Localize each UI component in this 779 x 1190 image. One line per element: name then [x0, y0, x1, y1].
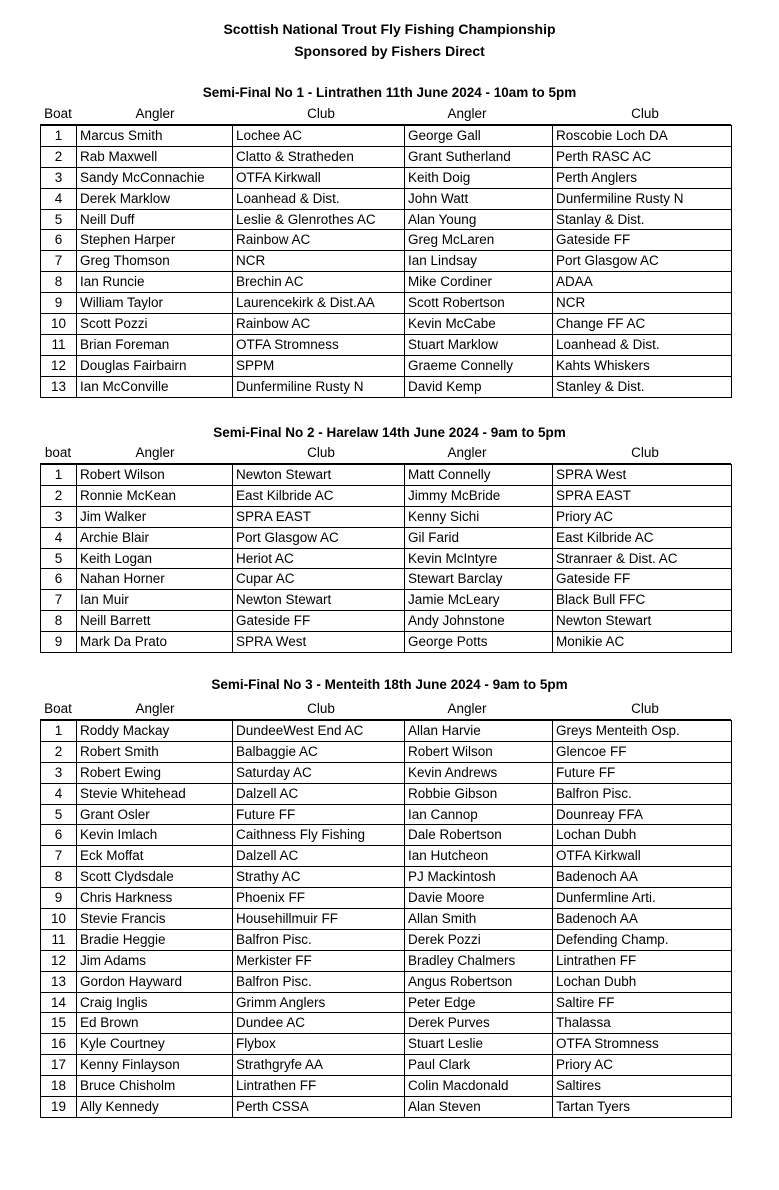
angler-name: Rab Maxwell — [77, 146, 233, 167]
club-name: Kahts Whiskers — [553, 355, 732, 376]
club-name: Glencoe FF — [553, 741, 732, 762]
boat-number: 7 — [41, 846, 77, 867]
angler-name: Craig Inglis — [77, 992, 233, 1013]
boat-table — [40, 125, 732, 398]
boat-number: 2 — [41, 741, 77, 762]
club-name: OTFA Stromness — [553, 1034, 732, 1055]
club-name: Dunfermiline Rusty N — [553, 188, 732, 209]
angler-name: Ian Lindsay — [405, 251, 553, 272]
club-name: OTFA Kirkwall — [233, 167, 405, 188]
angler-name: George Potts — [405, 632, 553, 653]
club-name: East Kilbride AC — [553, 527, 732, 548]
club-name: Thalassa — [553, 1013, 732, 1034]
column-header: Club — [631, 701, 659, 716]
club-name: Greys Menteith Osp. — [553, 721, 732, 742]
club-name: Phoenix FF — [233, 888, 405, 909]
club-name: Strathy AC — [233, 867, 405, 888]
club-name: Flybox — [233, 1034, 405, 1055]
club-name: OTFA Kirkwall — [553, 846, 732, 867]
table-row — [41, 314, 732, 335]
angler-name: Brian Foreman — [77, 334, 233, 355]
club-name: Port Glasgow AC — [553, 251, 732, 272]
boat-number: 4 — [41, 783, 77, 804]
boat-number: 2 — [41, 485, 77, 506]
angler-name: Stevie Francis — [77, 909, 233, 930]
boat-number: 12 — [41, 355, 77, 376]
boat-number: 16 — [41, 1034, 77, 1055]
column-header: Club — [631, 106, 659, 121]
angler-name: David Kemp — [405, 376, 553, 397]
table-row — [41, 293, 732, 314]
club-name: Lintrathen FF — [553, 950, 732, 971]
boat-number: 3 — [41, 762, 77, 783]
club-name: Rainbow AC — [233, 230, 405, 251]
boat-number: 7 — [41, 590, 77, 611]
table-row — [41, 888, 732, 909]
angler-name: Kenny Sichi — [405, 506, 553, 527]
column-header: Club — [631, 445, 659, 460]
boat-number: 5 — [41, 209, 77, 230]
club-name: Stranraer & Dist. AC — [553, 548, 732, 569]
club-name: Gateside FF — [553, 230, 732, 251]
table-row — [41, 741, 732, 762]
club-name: East Kilbride AC — [233, 485, 405, 506]
table-row — [41, 188, 732, 209]
boat-number: 5 — [41, 548, 77, 569]
club-name: SPRA West — [233, 632, 405, 653]
boat-number: 9 — [41, 632, 77, 653]
boat-number: 3 — [41, 506, 77, 527]
club-name: Dunfermline Arti. — [553, 888, 732, 909]
angler-name: Angus Robertson — [405, 971, 553, 992]
angler-name: Kevin McIntyre — [405, 548, 553, 569]
angler-name: Keith Logan — [77, 548, 233, 569]
club-name: Lochan Dubh — [553, 825, 732, 846]
boat-number: 18 — [41, 1076, 77, 1097]
table-row — [41, 126, 732, 147]
table-row — [41, 909, 732, 930]
club-name: SPRA EAST — [553, 485, 732, 506]
club-name: Stanley & Dist. — [553, 376, 732, 397]
angler-name: Stuart Leslie — [405, 1034, 553, 1055]
club-name: Balbaggie AC — [233, 741, 405, 762]
angler-name: Gil Farid — [405, 527, 553, 548]
club-name: Lochee AC — [233, 126, 405, 147]
angler-name: Dale Robertson — [405, 825, 553, 846]
angler-name: Ian Muir — [77, 590, 233, 611]
section-title: Semi-Final No 2 - Harelaw 14th June 2024 - 9am to 5pm — [213, 425, 566, 440]
club-name: Dalzell AC — [233, 846, 405, 867]
table-row — [41, 1013, 732, 1034]
club-name: Newton Stewart — [553, 611, 732, 632]
boat-number: 6 — [41, 230, 77, 251]
boat-number: 1 — [41, 721, 77, 742]
boat-number: 19 — [41, 1097, 77, 1118]
club-name: Gateside FF — [553, 569, 732, 590]
angler-name: Nahan Horner — [77, 569, 233, 590]
club-name: Grimm Anglers — [233, 992, 405, 1013]
angler-name: Stephen Harper — [77, 230, 233, 251]
angler-name: Stevie Whitehead — [77, 783, 233, 804]
club-name: Dunfermiline Rusty N — [233, 376, 405, 397]
boat-number: 8 — [41, 611, 77, 632]
angler-name: Ian Runcie — [77, 272, 233, 293]
angler-name: Archie Blair — [77, 527, 233, 548]
section-title: Semi-Final No 3 - Menteith 18th June 2024 - 9am to 5pm — [211, 677, 568, 692]
club-name: NCR — [233, 251, 405, 272]
club-name: Badenoch AA — [553, 867, 732, 888]
club-name: Cupar AC — [233, 569, 405, 590]
table-row — [41, 230, 732, 251]
club-name: Heriot AC — [233, 548, 405, 569]
boat-number: 3 — [41, 167, 77, 188]
angler-name: Ally Kennedy — [77, 1097, 233, 1118]
table-row — [41, 846, 732, 867]
club-name: NCR — [553, 293, 732, 314]
club-name: Monikie AC — [553, 632, 732, 653]
column-header: Angler — [447, 106, 487, 121]
table-row — [41, 548, 732, 569]
club-name: DundeeWest End AC — [233, 721, 405, 742]
club-name: Laurencekirk & Dist.AA — [233, 293, 405, 314]
angler-name: Jimmy McBride — [405, 485, 553, 506]
boat-number: 17 — [41, 1055, 77, 1076]
club-name: Change FF AC — [553, 314, 732, 335]
column-header: Club — [307, 445, 335, 460]
boat-table — [40, 720, 732, 1118]
column-header: Boat — [44, 701, 72, 716]
boat-number: 6 — [41, 569, 77, 590]
page-title: Scottish National Trout Fly Fishing Championship — [223, 21, 556, 37]
table-row — [41, 355, 732, 376]
boat-number: 9 — [41, 293, 77, 314]
table-row — [41, 1034, 732, 1055]
angler-name: Robert Ewing — [77, 762, 233, 783]
club-name: Stanlay & Dist. — [553, 209, 732, 230]
club-name: Perth CSSA — [233, 1097, 405, 1118]
table-row — [41, 272, 732, 293]
boat-number: 15 — [41, 1013, 77, 1034]
angler-name: Neill Barrett — [77, 611, 233, 632]
table-row — [41, 1055, 732, 1076]
angler-name: Keith Doig — [405, 167, 553, 188]
club-name: SPPM — [233, 355, 405, 376]
angler-name: Derek Pozzi — [405, 929, 553, 950]
table-row — [41, 825, 732, 846]
angler-name: Allan Harvie — [405, 721, 553, 742]
angler-name: Derek Marklow — [77, 188, 233, 209]
angler-name: Greg McLaren — [405, 230, 553, 251]
column-header: boat — [44, 445, 72, 460]
angler-name: Bradie Heggie — [77, 929, 233, 950]
angler-name: Matt Connelly — [405, 465, 553, 486]
club-name: Clatto & Stratheden — [233, 146, 405, 167]
club-name: Balfron Pisc. — [553, 783, 732, 804]
section-title: Semi-Final No 1 - Lintrathen 11th June 2024 - 10am to 5pm — [202, 85, 577, 100]
club-name: Dalzell AC — [233, 783, 405, 804]
table-row — [41, 992, 732, 1013]
table-row — [41, 721, 732, 742]
column-header: Angler — [135, 106, 175, 121]
club-name: SPRA EAST — [233, 506, 405, 527]
table-row — [41, 804, 732, 825]
club-name: ADAA — [553, 272, 732, 293]
angler-name: Ian Cannop — [405, 804, 553, 825]
table-row — [41, 1076, 732, 1097]
club-name: Gateside FF — [233, 611, 405, 632]
angler-name: Grant Sutherland — [405, 146, 553, 167]
boat-number: 11 — [41, 334, 77, 355]
club-name: Perth Anglers — [553, 167, 732, 188]
club-name: Balfron Pisc. — [233, 971, 405, 992]
club-name: Leslie & Glenrothes AC — [233, 209, 405, 230]
club-name: Caithness Fly Fishing — [233, 825, 405, 846]
column-header: Boat — [44, 106, 72, 121]
club-name: Port Glasgow AC — [233, 527, 405, 548]
boat-table — [40, 464, 732, 653]
club-name: Perth RASC AC — [553, 146, 732, 167]
angler-name: Ronnie McKean — [77, 485, 233, 506]
club-name: Brechin AC — [233, 272, 405, 293]
angler-name: Alan Young — [405, 209, 553, 230]
club-name: Saturday AC — [233, 762, 405, 783]
boat-number: 8 — [41, 272, 77, 293]
club-name: Strathgryfe AA — [233, 1055, 405, 1076]
club-name: Househillmuir FF — [233, 909, 405, 930]
angler-name: Kevin Imlach — [77, 825, 233, 846]
page-subtitle: Sponsored by Fishers Direct — [294, 43, 485, 59]
boat-number: 10 — [41, 314, 77, 335]
table-row — [41, 334, 732, 355]
angler-name: Andy Johnstone — [405, 611, 553, 632]
table-row — [41, 929, 732, 950]
column-header: Angler — [447, 701, 487, 716]
angler-name: Gordon Hayward — [77, 971, 233, 992]
table-row — [41, 783, 732, 804]
angler-name: Jim Walker — [77, 506, 233, 527]
column-header: Club — [307, 701, 335, 716]
table-row — [41, 632, 732, 653]
angler-name: John Watt — [405, 188, 553, 209]
angler-name: Bradley Chalmers — [405, 950, 553, 971]
column-header: Club — [307, 106, 335, 121]
angler-name: Chris Harkness — [77, 888, 233, 909]
club-name: Priory AC — [553, 1055, 732, 1076]
table-row — [41, 950, 732, 971]
angler-name: Peter Edge — [405, 992, 553, 1013]
club-name: Loanhead & Dist. — [233, 188, 405, 209]
angler-name: Douglas Fairbairn — [77, 355, 233, 376]
angler-name: Robert Wilson — [77, 465, 233, 486]
table-row — [41, 465, 732, 486]
club-name: Lintrathen FF — [233, 1076, 405, 1097]
table-row — [41, 867, 732, 888]
column-header: Angler — [447, 445, 487, 460]
angler-name: Derek Purves — [405, 1013, 553, 1034]
column-header: Angler — [135, 445, 175, 460]
angler-name: Mike Cordiner — [405, 272, 553, 293]
table-row — [41, 376, 732, 397]
angler-name: Roddy Mackay — [77, 721, 233, 742]
angler-name: Ian McConville — [77, 376, 233, 397]
table-row — [41, 762, 732, 783]
club-name: Priory AC — [553, 506, 732, 527]
club-name: Future FF — [553, 762, 732, 783]
angler-name: Graeme Connelly — [405, 355, 553, 376]
angler-name: Neill Duff — [77, 209, 233, 230]
angler-name: Davie Moore — [405, 888, 553, 909]
angler-name: Jim Adams — [77, 950, 233, 971]
angler-name: Greg Thomson — [77, 251, 233, 272]
angler-name: Allan Smith — [405, 909, 553, 930]
boat-number: 13 — [41, 971, 77, 992]
angler-name: William Taylor — [77, 293, 233, 314]
angler-name: Alan Steven — [405, 1097, 553, 1118]
club-name: Lochan Dubh — [553, 971, 732, 992]
club-name: Saltire FF — [553, 992, 732, 1013]
angler-name: Sandy McConnachie — [77, 167, 233, 188]
boat-number: 1 — [41, 126, 77, 147]
club-name: Balfron Pisc. — [233, 929, 405, 950]
table-row — [41, 506, 732, 527]
table-row — [41, 611, 732, 632]
angler-name: Ed Brown — [77, 1013, 233, 1034]
boat-number: 13 — [41, 376, 77, 397]
angler-name: Paul Clark — [405, 1055, 553, 1076]
table-row — [41, 167, 732, 188]
club-name: SPRA West — [553, 465, 732, 486]
table-row — [41, 251, 732, 272]
angler-name: Kevin McCabe — [405, 314, 553, 335]
boat-number: 7 — [41, 251, 77, 272]
club-name: Dundee AC — [233, 1013, 405, 1034]
angler-name: Ian Hutcheon — [405, 846, 553, 867]
angler-name: Scott Pozzi — [77, 314, 233, 335]
angler-name: Mark Da Prato — [77, 632, 233, 653]
boat-number: 4 — [41, 527, 77, 548]
club-name: Newton Stewart — [233, 590, 405, 611]
column-header: Angler — [135, 701, 175, 716]
boat-number: 9 — [41, 888, 77, 909]
table-row — [41, 1097, 732, 1118]
table-row — [41, 590, 732, 611]
angler-name: Jamie McLeary — [405, 590, 553, 611]
angler-name: George Gall — [405, 126, 553, 147]
club-name: Badenoch AA — [553, 909, 732, 930]
table-row — [41, 569, 732, 590]
table-row — [41, 209, 732, 230]
boat-number: 5 — [41, 804, 77, 825]
table-row — [41, 527, 732, 548]
boat-number: 12 — [41, 950, 77, 971]
club-name: Saltires — [553, 1076, 732, 1097]
angler-name: Scott Clydsdale — [77, 867, 233, 888]
club-name: Tartan Tyers — [553, 1097, 732, 1118]
angler-name: Robbie Gibson — [405, 783, 553, 804]
angler-name: Scott Robertson — [405, 293, 553, 314]
table-row — [41, 146, 732, 167]
boat-number: 6 — [41, 825, 77, 846]
angler-name: Stuart Marklow — [405, 334, 553, 355]
boat-number: 11 — [41, 929, 77, 950]
angler-name: Stewart Barclay — [405, 569, 553, 590]
angler-name: Robert Wilson — [405, 741, 553, 762]
club-name: Newton Stewart — [233, 465, 405, 486]
club-name: Roscobie Loch DA — [553, 126, 732, 147]
club-name: OTFA Stromness — [233, 334, 405, 355]
angler-name: Robert Smith — [77, 741, 233, 762]
angler-name: Grant Osler — [77, 804, 233, 825]
angler-name: Kenny Finlayson — [77, 1055, 233, 1076]
club-name: Black Bull FFC — [553, 590, 732, 611]
boat-number: 14 — [41, 992, 77, 1013]
angler-name: PJ Mackintosh — [405, 867, 553, 888]
table-row — [41, 485, 732, 506]
angler-name: Kevin Andrews — [405, 762, 553, 783]
club-name: Future FF — [233, 804, 405, 825]
angler-name: Colin Macdonald — [405, 1076, 553, 1097]
club-name: Merkister FF — [233, 950, 405, 971]
boat-number: 10 — [41, 909, 77, 930]
boat-number: 4 — [41, 188, 77, 209]
boat-number: 1 — [41, 465, 77, 486]
club-name: Rainbow AC — [233, 314, 405, 335]
boat-number: 2 — [41, 146, 77, 167]
table-row — [41, 971, 732, 992]
angler-name: Marcus Smith — [77, 126, 233, 147]
angler-name: Eck Moffat — [77, 846, 233, 867]
boat-number: 8 — [41, 867, 77, 888]
club-name: Defending Champ. — [553, 929, 732, 950]
club-name: Loanhead & Dist. — [553, 334, 732, 355]
angler-name: Bruce Chisholm — [77, 1076, 233, 1097]
angler-name: Kyle Courtney — [77, 1034, 233, 1055]
club-name: Dounreay FFA — [553, 804, 732, 825]
